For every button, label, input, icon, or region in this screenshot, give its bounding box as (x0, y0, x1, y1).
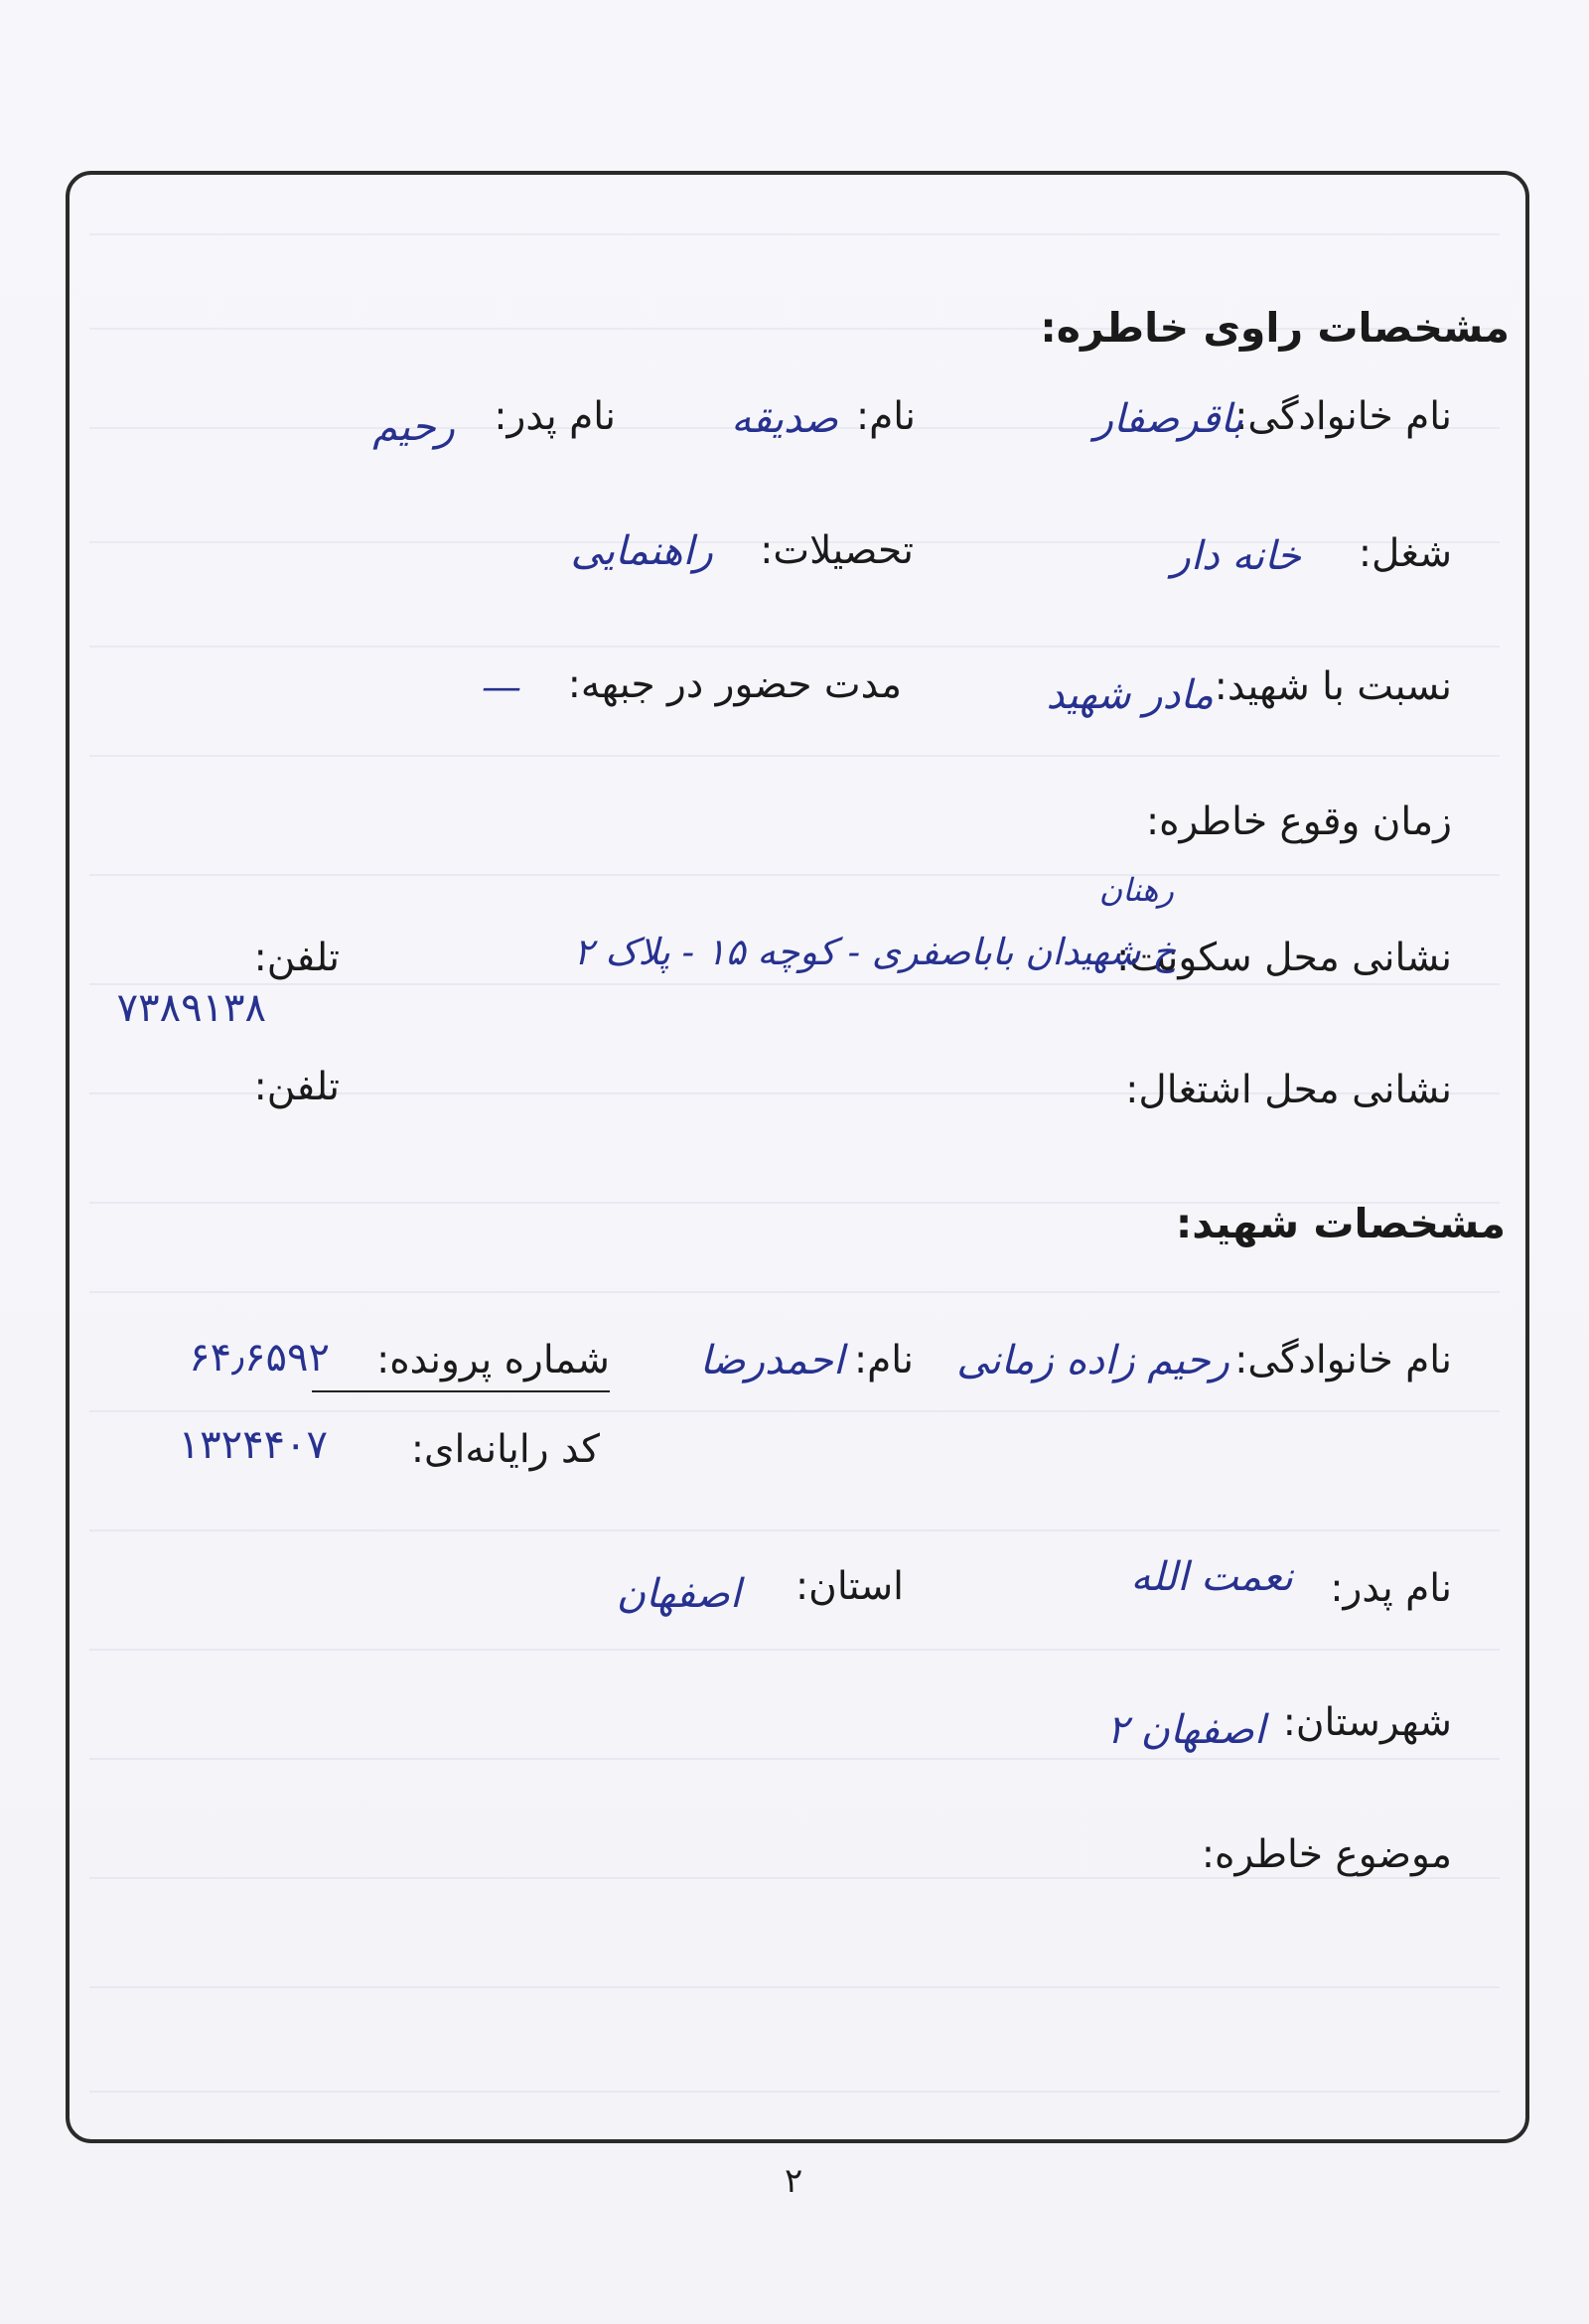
narrator-work-address-label: نشانی محل اشتغال: (1125, 1068, 1452, 1112)
narrator-front-duration-value: — (482, 664, 521, 710)
martyr-file-number-value: ۶۴٫۶۵۹۲ (189, 1335, 330, 1380)
narrator-name-value: صدیقه (731, 396, 838, 442)
martyr-father-label: نام پدر: (1330, 1566, 1452, 1611)
narrator-name-label: نام: (855, 394, 916, 439)
narrator-job-label: شغل: (1358, 531, 1452, 576)
narrator-education-label: تحصیلات: (760, 528, 914, 573)
narrator-home-address-value: خ شهیدان باباصفری - کوچه ۱۵ - پلاک ۲ (573, 931, 1176, 973)
narrator-home-address-note: رهنان (1098, 871, 1174, 909)
narrator-relation-label: نسبت با شهید: (1214, 664, 1452, 709)
narrator-work-phone-label: تلفن: (253, 1065, 340, 1109)
narrator-education-value: راهنمایی (570, 528, 713, 574)
narrator-father-value: رحیم (372, 404, 455, 450)
martyr-family-value: رحیم زاده زمانی (956, 1338, 1229, 1383)
narrator-father-label: نام پدر: (494, 394, 616, 439)
martyr-city-value: اصفهان ۲ (1106, 1707, 1265, 1753)
narrator-home-address-label: نشانی محل سکونت: (1116, 936, 1452, 980)
narrator-home-phone-label: تلفن: (253, 936, 340, 980)
narrator-family-label: نام خانوادگی: (1234, 394, 1452, 439)
martyr-family-label: نام خانوادگی: (1234, 1338, 1452, 1382)
martyr-heading: مشخصات شهید: (1175, 1200, 1506, 1247)
narrator-heading: مشخصات راوی خاطره: (1040, 304, 1510, 352)
narrator-job-value: خانه دار (1171, 533, 1301, 579)
narrator-relation-value: مادر شهید (1046, 672, 1214, 718)
martyr-province-value: اصفهان (616, 1571, 741, 1617)
page-number: ۲ (785, 2161, 803, 2201)
narrator-family-value: باقرصفار (1093, 396, 1243, 442)
file-number-underline (312, 1390, 610, 1392)
martyr-computer-code-value: ۱۳۲۴۴۰۷ (178, 1422, 328, 1468)
narrator-memory-time-label: زمان وقوع خاطره: (1145, 799, 1452, 844)
martyr-computer-code-label: کد رایانه‌ای: (410, 1427, 600, 1472)
narrator-home-phone-value: ۷۳۸۹۱۳۸ (116, 985, 266, 1031)
martyr-father-value: نعمت الله (1130, 1554, 1293, 1600)
narrator-front-duration-label: مدت حضور در جبهه: (567, 662, 902, 707)
martyr-memory-topic-label: موضوع خاطره: (1201, 1832, 1452, 1877)
martyr-name-value: احمدرضا (699, 1338, 844, 1383)
martyr-file-number-label: شماره پرونده: (376, 1338, 610, 1382)
martyr-province-label: استان: (795, 1564, 904, 1609)
martyr-city-label: شهرستان: (1282, 1700, 1452, 1745)
martyr-name-label: نام: (853, 1338, 914, 1382)
